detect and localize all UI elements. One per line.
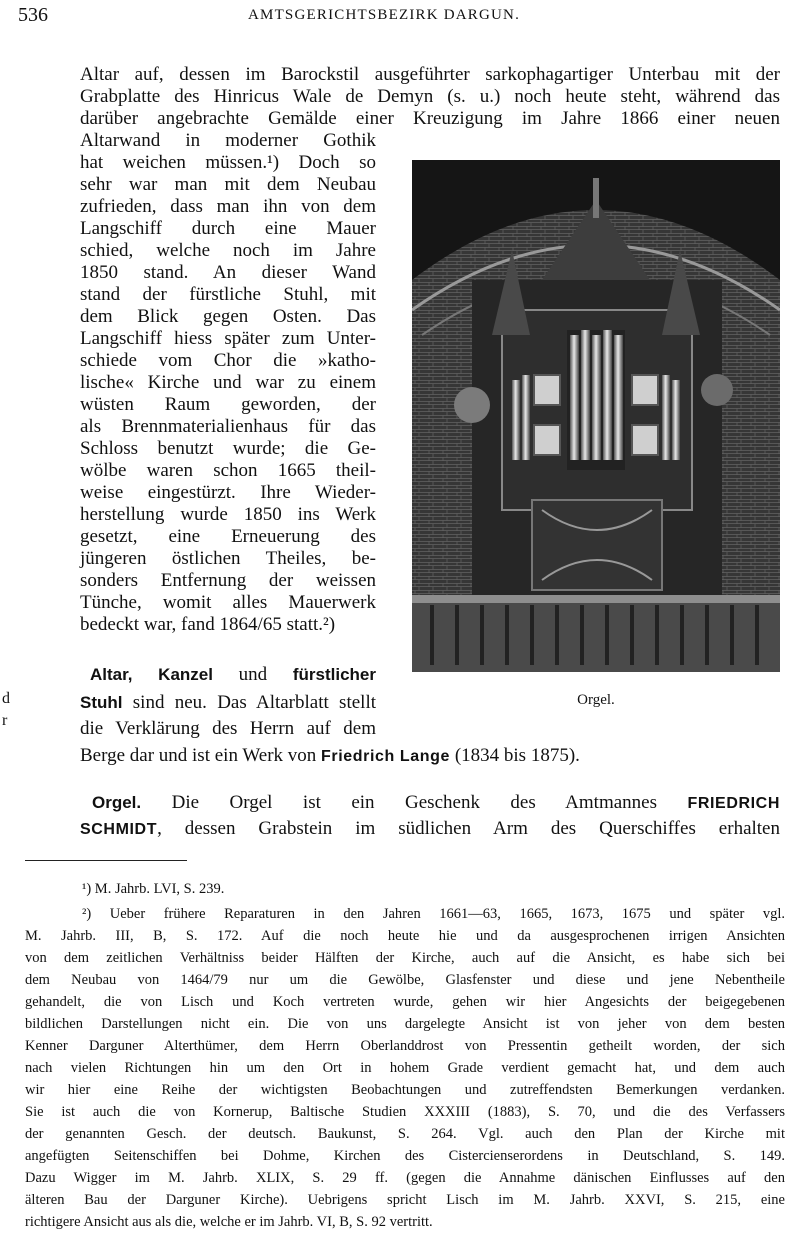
text-run: sind neu. Das Altarblatt stellt — [122, 692, 376, 713]
text-line: lische« Kirche und war zu einem — [80, 372, 376, 393]
text-line: 1850 stand. An dieser Wand — [80, 262, 376, 283]
text-line-altar — [90, 664, 376, 686]
figure-caption: Orgel. — [577, 692, 615, 708]
text-line: dem Blick gegen Osten. Das — [80, 306, 376, 327]
text-line: stand der fürstliche Stuhl, mit — [80, 284, 376, 305]
text-line: Altar auf, dessen im Barockstil ausgeführter sarkophagartiger Unterbau mit der — [80, 64, 780, 85]
page-header — [18, 4, 784, 30]
name-friedrich-lange: Friedrich Lange — [321, 748, 451, 765]
name-schmidt: SCHMIDT — [80, 821, 158, 838]
text-line: Langschiff hiess später zum Unter- — [80, 328, 376, 349]
term-altar-kanzel: Altar, Kanzel — [90, 665, 213, 684]
text-line: herstellung wurde 1850 ins Werk — [80, 504, 376, 525]
footnote-line: von dem zeitlichen Verhältniss beider Hälften der Kirche, auch auf die Ansicht, es habe sich bei — [25, 950, 785, 966]
text-line: hat weichen müssen.¹) Doch so — [80, 152, 376, 173]
text-line: sonders Entfernung der weissen — [80, 570, 376, 591]
footnote-line: angefügten Seitenschiffen bei Dohme, Kirchen des Cistercienserordens in Deutschland, S. 149. — [25, 1148, 785, 1164]
footnote-line: wir hier eine Reihe der wichtigsten Beobachtungen und zutreffendsten Bemerkungen verdanken. — [25, 1082, 785, 1098]
text-line: Grabplatte des Hinricus Wale de Demyn (s. u.) noch heute steht, während das — [80, 86, 780, 107]
footnote-line: nach vielen Richtungen hin um den Ort in hohem Grade verdient gemacht hat, und dem auch — [25, 1060, 785, 1076]
footnote-line: M. Jahrb. III, B, S. 172. Auf die noch heute hie und da ausgesprochenen irrigen Ansichten — [25, 928, 785, 944]
text-run: Die Orgel ist ein Geschenk des Amtmannes — [141, 792, 688, 813]
term-orgel: Orgel. — [92, 793, 142, 812]
text-line: bedeckt war, fand 1864/65 statt.²) — [80, 614, 336, 635]
text-line: weise eingestürzt. Ihre Wieder- — [80, 482, 376, 503]
name-friedrich: FRIEDRICH — [687, 795, 780, 812]
text-line — [80, 818, 780, 841]
text-run: Berge dar und ist ein Werk von — [80, 745, 322, 766]
footnote-rule — [25, 860, 187, 861]
footnote-line: älteren Bau der Darguner Kirche). Uebrigens spricht Lisch im M. Jahrb. XXVI, S. 215, eine — [25, 1192, 785, 1208]
footnote-line: Kenner Darguner Alterthümer, dem Herrn Oberlanddrost von Pressentin getheilt worden, der sich — [25, 1038, 785, 1054]
footnote-line: Dazu Wigger im M. Jahrb. XLIX, S. 29 ff. (gegen die Annahme dänischen Einflusses auf den — [25, 1170, 785, 1186]
text-line: wölbe waren schon 1665 theil- — [80, 460, 376, 481]
footnote-line: dem Neubau von 1464/79 nur um die Gewölbe, Glasfenster und diese und jene Nebentheile — [25, 972, 785, 988]
footnote-line: der genannten Gesch. der deutsch. Baukunst, S. 264. Vgl. auch den Plan der Kirche mit — [25, 1126, 785, 1142]
text-line: sehr war man mit dem Neubau — [80, 174, 376, 195]
text-line: Schloss benutzt wurde; die Ge- — [80, 438, 376, 459]
term-fuerstlicher: fürstlicher — [292, 665, 376, 684]
text-line: jüngeren östlichen Theiles, be- — [80, 548, 376, 569]
text-line — [80, 745, 580, 768]
page-number: 536 — [18, 4, 48, 26]
text-line: als Brennmaterialienhaus für das — [80, 416, 376, 437]
margin-char: d — [2, 690, 10, 707]
footnote-line: bildlichen Darstellungen nicht ein. Die von uns dargelegte Ansicht ist von jeher von dem besten — [25, 1016, 785, 1032]
margin-char: r — [2, 712, 8, 729]
footnote-line: gehandelt, die von Lisch und Koch vertreten wurde, gehen wir hier Angesichts der beigegebenen — [25, 994, 785, 1010]
text-line: die Verklärung des Herrn auf dem — [80, 718, 376, 739]
text-run: , dessen Grabstein im südlichen Arm des Querschiffes erhalten — [157, 818, 780, 839]
text-line: Altarwand in moderner Gothik — [80, 130, 376, 151]
text-line: Langschiff durch eine Mauer — [80, 218, 376, 239]
text-line: wüsten Raum geworden, der — [80, 394, 376, 415]
text-line: Tünche, womit alles Mauerwerk — [80, 592, 376, 613]
text-line — [80, 692, 376, 714]
footnote-line: Sie ist auch die von Kornerup, Baltische Studien XXXIII (1883), S. 70, und die des Verfassers — [25, 1104, 785, 1120]
text-run: und — [212, 664, 293, 685]
term-stuhl: Stuhl — [80, 693, 123, 712]
text-line: schiede vom Chor die »katho- — [80, 350, 376, 371]
footnote-line: ²) Ueber frühere Reparaturen in den Jahren 1661—63, 1665, 1673, 1675 und später vgl. — [82, 906, 785, 922]
text-line: schied, welche noch im Jahre — [80, 240, 376, 261]
text-line: gesetzt, eine Erneuerung des — [80, 526, 376, 547]
text-line: darüber angebrachte Gemälde einer Kreuzigung im Jahre 1866 einer neuen — [80, 108, 780, 129]
text-line-orgel — [92, 792, 780, 815]
running-head: AMTSGERICHTSBEZIRK DARGUN. — [248, 7, 521, 23]
footnote-1: ¹) M. Jahrb. LVI, S. 239. — [82, 881, 225, 897]
footnote-line: richtigere Ansicht aus als die, welche er im Jahrb. VI, B, S. 92 vertritt. — [25, 1214, 433, 1230]
organ-illustration — [412, 160, 780, 672]
text-run: (1834 bis 1875). — [450, 745, 580, 766]
text-line: zufrieden, dass man ihn von dem — [80, 196, 376, 217]
